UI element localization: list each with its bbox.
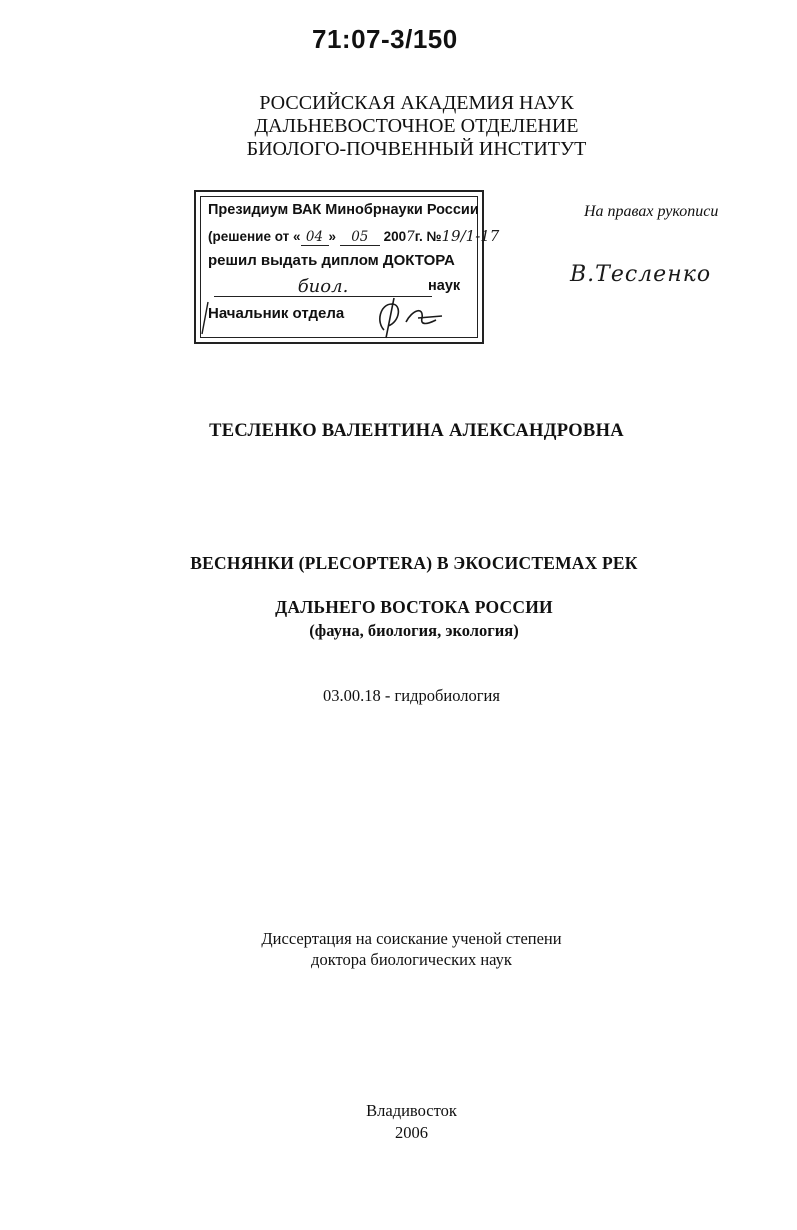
title-line-1: ВЕСНЯНКИ (PLECOPTERA) В ЭКОСИСТЕМАХ РЕК	[190, 553, 638, 573]
institution-line-3: БИОЛОГО-ПОЧВЕННЫЙ ИНСТИТУТ	[246, 138, 587, 160]
stamp-month-separator: »	[328, 229, 337, 244]
stamp-head-signature-icon	[372, 292, 462, 342]
stamp-decision-number: 19/1-17	[441, 227, 500, 245]
stamp-field-handwritten: биол.	[297, 276, 349, 297]
institution-line-2: ДАЛЬНЕВОСТОЧНОЕ ОТДЕЛЕНИЕ	[254, 115, 579, 137]
author-signature	[570, 262, 711, 287]
call-number: 71:07-3/150	[312, 24, 458, 54]
stamp-margin-mark-icon	[198, 300, 212, 336]
imprint-year: 2006	[395, 1123, 428, 1142]
stamp-year-separator: г. №	[414, 229, 442, 244]
manuscript-note: На правах рукописи	[584, 203, 719, 220]
stamp-year-suffix: 7	[406, 229, 415, 245]
dissertation-statement	[0, 928, 797, 970]
author-name: ТЕСЛЕНКО ВАЛЕНТИНА АЛЕКСАНДРОВНА	[209, 421, 624, 441]
stamp-line-decision	[208, 227, 499, 246]
stamp-line-presidium: Президиум ВАК Минобрнауки России	[208, 202, 479, 218]
title-subtitle: (фауна, биология, экология)	[309, 621, 519, 640]
institution-header	[0, 92, 797, 161]
stamp-decision-day: 04	[301, 229, 329, 246]
stamp-decision-prefix: (решение от «	[208, 229, 301, 244]
stamp-head-label: Начальник отдела	[208, 305, 345, 322]
stamp-line-diploma: решил выдать диплом ДОКТОРА	[208, 252, 455, 269]
imprint	[0, 1100, 797, 1144]
stamp-decision-month: 05	[340, 229, 380, 246]
author-signature-text: В.Тесленко	[570, 262, 712, 287]
stamp-year-prefix: 200	[383, 229, 407, 244]
specialty-code: 03.00.18 - гидробиология	[323, 686, 500, 705]
dissertation-line-1: Диссертация на соискание ученой степени	[261, 929, 562, 948]
stamp-field-suffix: наук	[428, 278, 461, 294]
imprint-city: Владивосток	[366, 1101, 457, 1120]
vak-stamp	[194, 190, 500, 344]
dissertation-line-2: доктора биологических наук	[311, 950, 512, 969]
title-line-2: ДАЛЬНЕГО ВОСТОКА РОССИИ	[275, 597, 553, 617]
institution-line-1: РОССИЙСКАЯ АКАДЕМИЯ НАУК	[259, 92, 574, 114]
